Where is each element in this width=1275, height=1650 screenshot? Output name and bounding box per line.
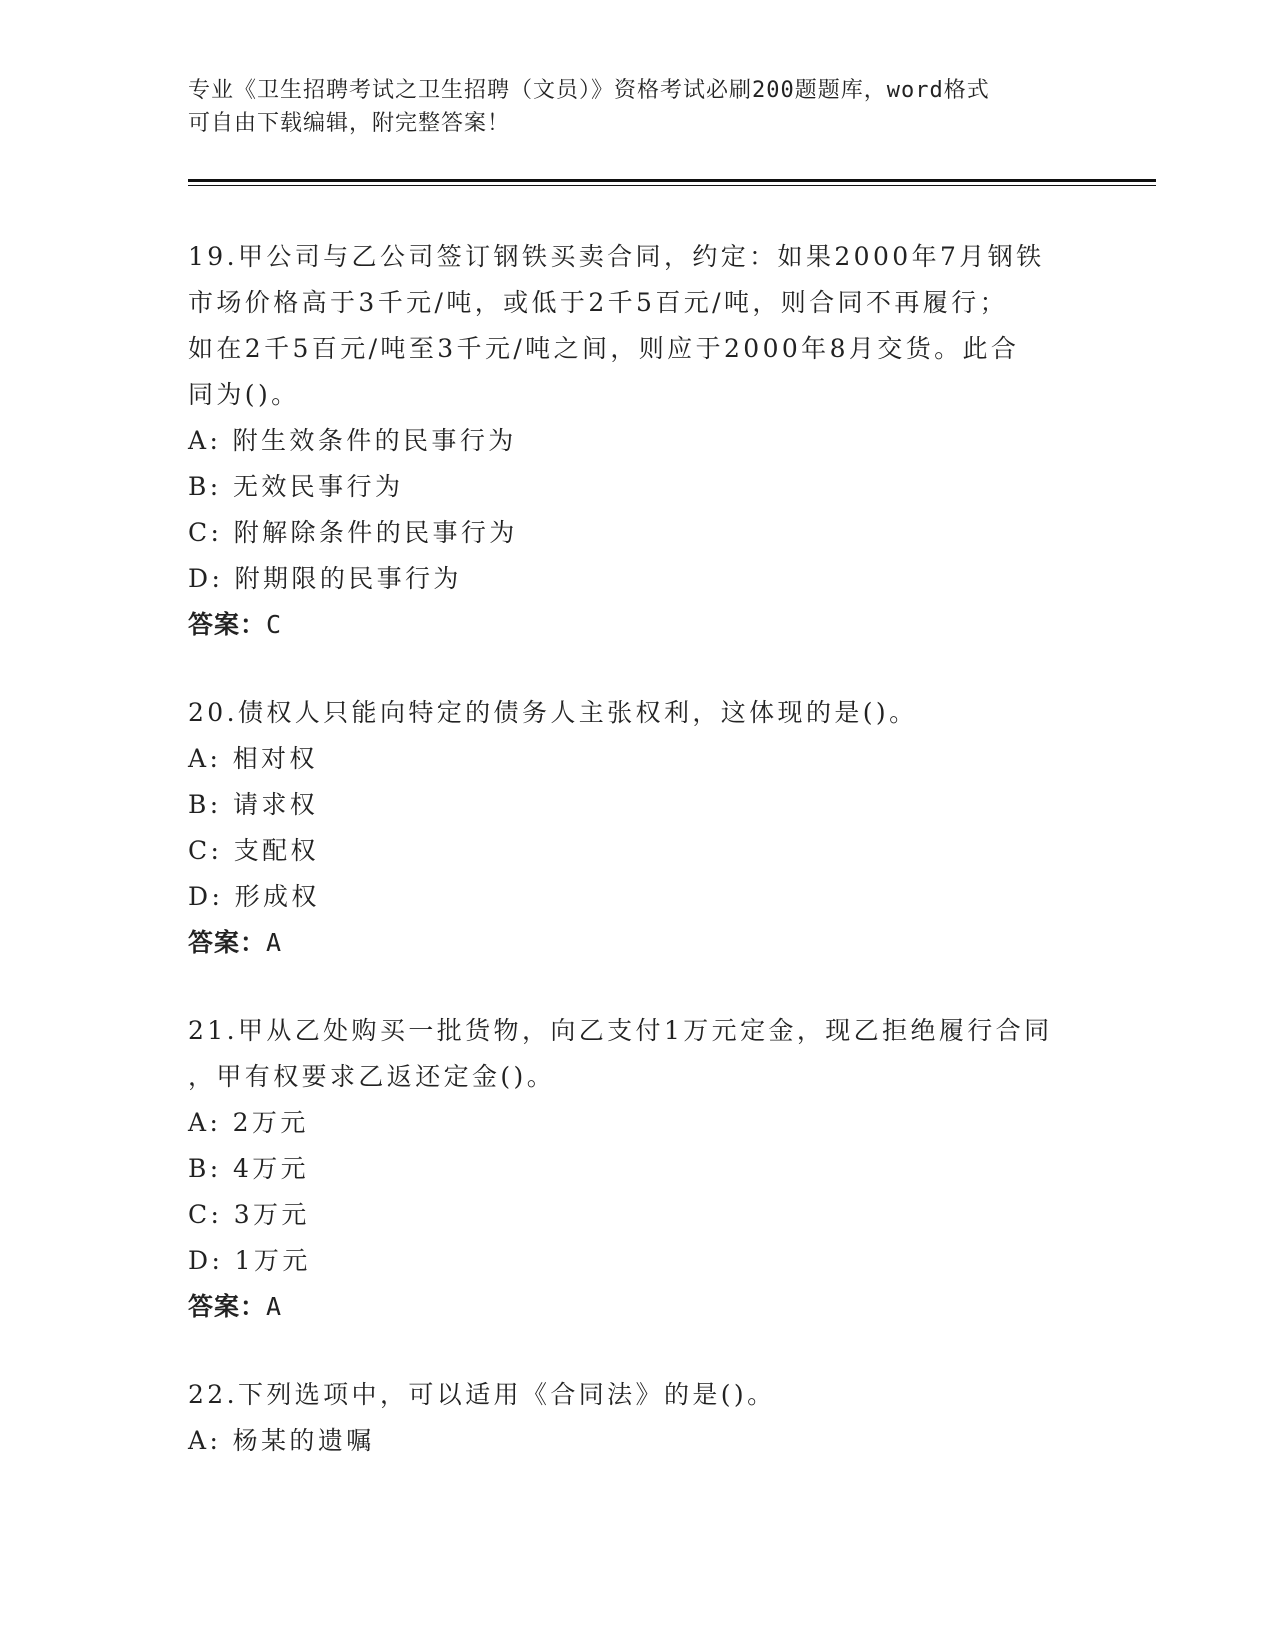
- stem-line: 市场价格高于3千元/吨，或低于2千5百元/吨，则合同不再履行；: [188, 288, 1008, 317]
- header-rule-thin: [188, 185, 1156, 186]
- option-d: D: 附期限的民事行为: [188, 564, 462, 593]
- stem-line: 同为()。: [188, 380, 300, 409]
- question-20: [188, 690, 1088, 966]
- stem-line: 21.甲从乙处购买一批货物，向乙支付1万元定金，现乙拒绝履行合同: [188, 1016, 1053, 1045]
- option-c: C: 3万元: [188, 1200, 310, 1229]
- header-line-2: 可自由下载编辑，附完整答案！: [188, 111, 511, 136]
- header-line-1: 专业《卫生招聘考试之卫生招聘（文员）》资格考试必刷200题题库，word格式: [188, 78, 990, 103]
- answer-value: C: [266, 610, 283, 639]
- answer-label: 答案：: [188, 610, 267, 639]
- option-d: D: 形成权: [188, 882, 320, 911]
- stem-line: ，甲有权要求乙返还定金()。: [188, 1062, 556, 1091]
- stem-line: 20.债权人只能向特定的债务人主张权利，这体现的是()。: [188, 698, 918, 727]
- stem-line: 19.甲公司与乙公司签订钢铁买卖合同，约定：如果2000年7月钢铁: [188, 242, 1045, 271]
- stem-line: 22.下列选项中，可以适用《合同法》的是()。: [188, 1380, 776, 1409]
- question-stem: [188, 1008, 1088, 1100]
- answer-label: 答案：: [188, 1292, 267, 1321]
- question-19: [188, 234, 1088, 648]
- option-a: A: 相对权: [188, 744, 318, 773]
- question-stem: [188, 234, 1088, 418]
- question-stem: [188, 690, 1088, 736]
- stem-line: 如在2千5百元/吨至3千元/吨之间，则应于2000年8月交货。此合: [188, 334, 1020, 363]
- header-rule-thick: [188, 179, 1156, 182]
- document-header: [188, 74, 1068, 140]
- option-c: C: 附解除条件的民事行为: [188, 518, 518, 547]
- option-a: A: 附生效条件的民事行为: [188, 426, 517, 455]
- option-a: A: 2万元: [188, 1108, 309, 1137]
- question-stem: [188, 1372, 1088, 1418]
- option-c: C: 支配权: [188, 836, 319, 865]
- question-list: [188, 234, 1088, 1506]
- option-b: B: 无效民事行为: [188, 472, 404, 501]
- option-b: B: 请求权: [188, 790, 319, 819]
- option-b: B: 4万元: [188, 1154, 310, 1183]
- answer-label: 答案：: [188, 928, 267, 957]
- question-22: [188, 1372, 1088, 1464]
- answer-line: [188, 920, 1088, 966]
- answer-line: [188, 602, 1088, 648]
- answer-line: [188, 1284, 1088, 1330]
- answer-value: A: [266, 928, 283, 957]
- option-a: A: 杨某的遗嘱: [188, 1426, 375, 1455]
- question-21: [188, 1008, 1088, 1330]
- option-d: D: 1万元: [188, 1246, 311, 1275]
- answer-value: A: [266, 1292, 283, 1321]
